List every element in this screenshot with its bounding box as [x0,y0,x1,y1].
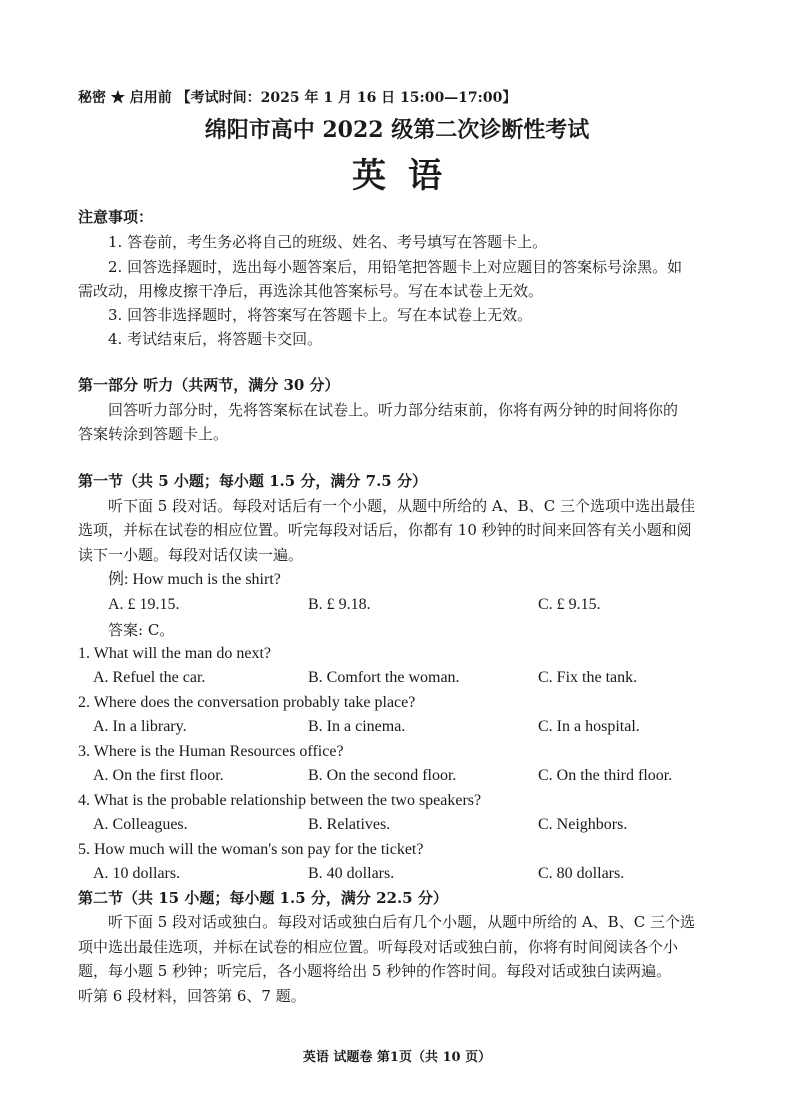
subject-title: 英语 [352,156,464,196]
section2-intro-line-3: 题，每小题 5 秒钟；听完后，各小题将给出 5 秒钟的作答时间。每段对话或独白读两遍。 [78,962,672,980]
section2-heading: 第二节（共 15 小题；每小题 1.5 分，满分 22.5 分） [78,889,448,907]
secret-line: 秘密 ★ 启用前 【考试时间：2025 年 1 月 16 日 15:00—17:00】 [78,90,517,106]
question-3-option-c: C. On the third floor. [538,767,673,784]
question-1: 1. What will the man do next? [78,645,271,662]
example-option-b: B. £ 9.18. [308,596,371,613]
notes-item-3: 3. 回答非选择题时，将答案写在答题卡上。写在本试卷上无效。 [108,306,533,324]
notes-item-2-line-1: 2. 回答选择题时，选出每小题答案后，用铅笔把答题卡上对应题目的答案标号涂黑。如 [108,258,683,276]
question-3: 3. Where is the Human Resources office? [78,743,344,760]
part1-heading: 第一部分 听力（共两节，满分 30 分） [78,376,340,394]
exam-title: 绵阳市高中 2022 级第二次诊断性考试 [204,117,590,143]
section2-intro-line-4: 听第 6 段材料，回答第 6、7 题。 [78,987,306,1005]
section1-intro-line-1: 听下面 5 段对话。每段对话后有一个小题，从题中所给的 A、B、C 三个选项中选出最佳 [108,497,695,515]
notes-item-4: 4. 考试结束后，将答题卡交回。 [108,330,323,348]
question-2: 2. Where does the conversation probably take place? [78,694,416,711]
notes-item-1: 1. 答卷前，考生务必将自己的班级、姓名、考号填写在答题卡上。 [108,233,548,251]
question-4-option-b: B. Relatives. [308,816,391,833]
section1-intro-line-2: 选项，并标在试卷的相应位置。听完每段对话后，你都有 10 秒钟的时间来回答有关小题和阅 [78,521,692,539]
section2-intro-line-1: 听下面 5 段对话或独白。每段对话或独白后有几个小题，从题中所给的 A、B、C 三个选 [108,913,695,931]
notes-heading: 注意事项： [78,208,154,226]
question-5: 5. How much will the woman's son pay for the ticket? [78,841,424,858]
part1-intro-line-1: 回答听力部分时，先将答案标在试卷上。听力部分结束前，你将有两分钟的时间将你的 [108,401,679,419]
notes-item-2-line-2: 需改动，用橡皮擦干净后，再选涂其他答案标号。写在本试卷上无效。 [78,282,544,300]
question-1-option-b: B. Comfort the woman. [308,669,460,686]
question-1-option-a: A. Refuel the car. [93,669,206,686]
example-question: 例: How much is the shirt? [108,571,281,588]
question-2-option-c: C. In a hospital. [538,718,640,735]
section2-intro-line-2: 项中选出最佳选项，并标在试卷的相应位置。听每段对话或独白前，你将有时间阅读各个小 [78,938,679,956]
question-5-option-b: B. 40 dollars. [308,865,395,882]
page-footer: 英语 试题卷 第1页（共 10 页） [302,1050,492,1065]
example-option-a: A. £ 19.15. [108,596,180,613]
question-3-option-a: A. On the first floor. [93,767,224,784]
question-2-option-a: A. In a library. [93,718,187,735]
example-answer: 答案: C。 [108,621,175,639]
question-1-option-c: C. Fix the tank. [538,669,638,686]
question-3-option-b: B. On the second floor. [308,767,457,784]
question-5-option-a: A. 10 dollars. [93,865,181,882]
question-2-option-b: B. In a cinema. [308,718,406,735]
question-4-option-a: A. Colleagues. [93,816,188,833]
section1-intro-line-3: 读下一小题。每段对话仅读一遍。 [78,546,304,564]
section1-heading: 第一节（共 5 小题；每小题 1.5 分，满分 7.5 分） [78,472,427,490]
question-4: 4. What is the probable relationship between the two speakers? [78,792,482,809]
example-option-c: C. £ 9.15. [538,596,601,613]
question-4-option-c: C. Neighbors. [538,816,628,833]
part1-intro-line-2: 答案转涂到答题卡上。 [78,425,229,443]
question-5-option-c: C. 80 dollars. [538,865,625,882]
